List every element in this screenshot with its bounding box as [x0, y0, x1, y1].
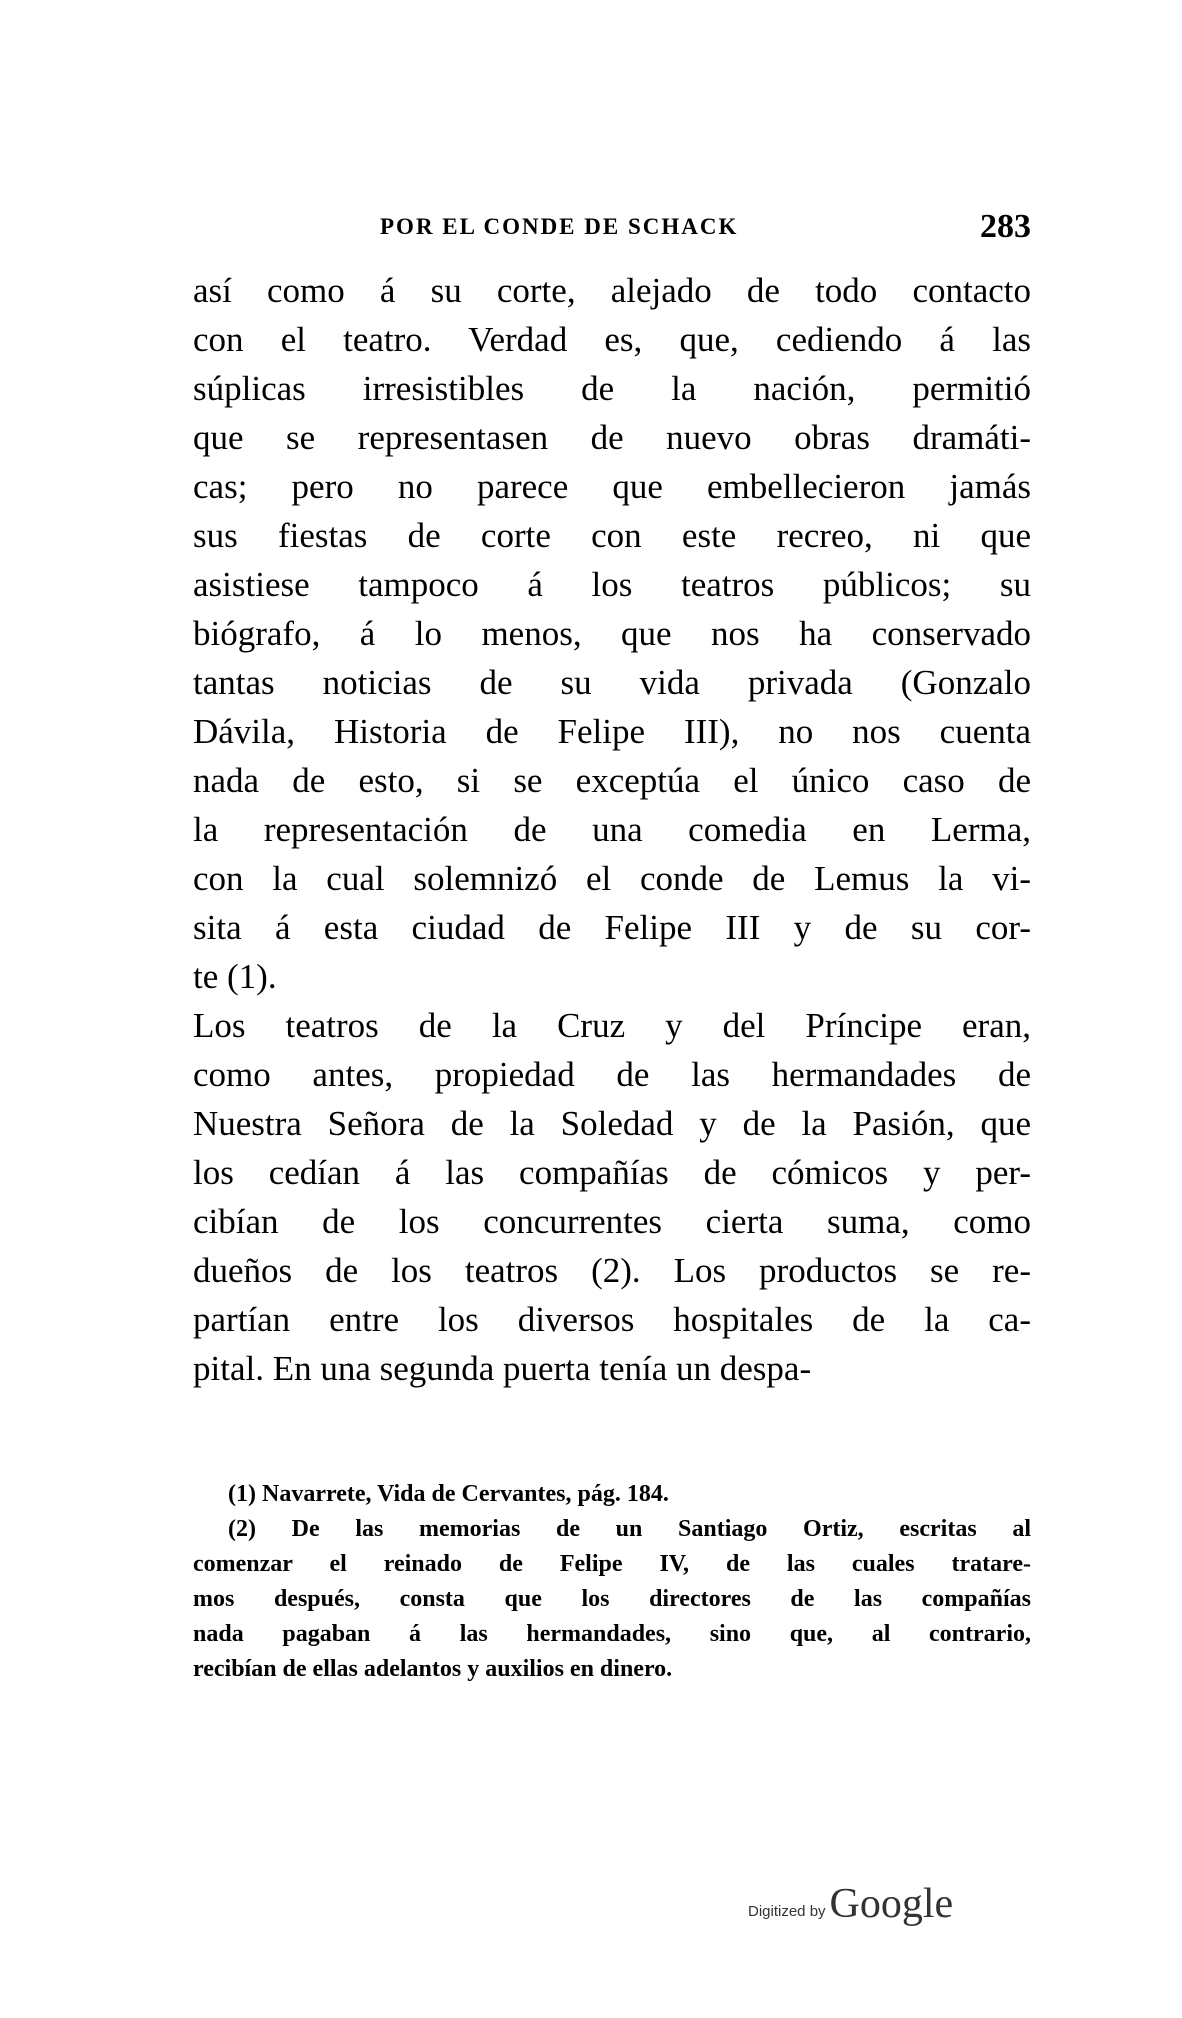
- footnote-line: (1) Navarrete, Vida de Cervantes, pág. 184.: [228, 1481, 669, 1507]
- body-line: cas; pero no parece que embellecieron jamás: [193, 467, 1031, 506]
- running-title: POR EL CONDE DE SCHACK: [380, 214, 739, 239]
- footnote-line: (2) De las memorias de un Santiago Ortiz, escritas al: [228, 1516, 1031, 1542]
- body-text: [193, 266, 1031, 1393]
- footnote-line: nada pagaban á las hermandades, sino que, al contrario,: [193, 1621, 1031, 1647]
- footnote-line: recibían de ellas adelantos y auxilios en dinero.: [193, 1656, 673, 1682]
- body-line: dueños de los teatros (2). Los productos se re-: [193, 1251, 1031, 1290]
- body-line: sita á esta ciudad de Felipe III y de su cor-: [193, 908, 1031, 947]
- body-line: asistiese tampoco á los teatros públicos; su: [193, 565, 1031, 604]
- footnotes: [193, 1477, 1031, 1687]
- watermark-brand: Google: [829, 1881, 954, 1927]
- body-line: súplicas irresistibles de la nación, permitió: [193, 369, 1031, 408]
- body-line: tantas noticias de su vida privada (Gonzalo: [193, 663, 1031, 702]
- body-line: cibían de los concurrentes cierta suma, como: [193, 1202, 1031, 1241]
- body-line: con la cual solemnizó el conde de Lemus la vi-: [193, 859, 1031, 898]
- body-line: la representación de una comedia en Lerma,: [193, 810, 1031, 849]
- page-number: 283: [980, 208, 1031, 245]
- body-line: Nuestra Señora de la Soledad y de la Pasión, que: [193, 1104, 1031, 1143]
- body-line: los cedían á las compañías de cómicos y per-: [193, 1153, 1031, 1192]
- footnote-line: comenzar el reinado de Felipe IV, de las cuales tratare-: [193, 1551, 1031, 1577]
- digitized-by-google-watermark: [748, 1880, 953, 1928]
- body-line: Dávila, Historia de Felipe III), no nos cuenta: [193, 712, 1031, 751]
- body-line: sus fiestas de corte con este recreo, ni que: [193, 516, 1031, 555]
- body-line: pital. En una segunda puerta tenía un despa-: [193, 1349, 812, 1388]
- body-line: biógrafo, á lo menos, que nos ha conservado: [193, 614, 1031, 653]
- body-line: como antes, propiedad de las hermandades de: [193, 1055, 1031, 1094]
- body-line: te (1).: [193, 957, 277, 996]
- body-line: Los teatros de la Cruz y del Príncipe eran,: [193, 1006, 1031, 1045]
- body-line: que se representasen de nuevo obras dramáti-: [193, 418, 1031, 457]
- body-line: partían entre los diversos hospitales de la ca-: [193, 1300, 1031, 1339]
- footnote-line: mos después, consta que los directores de las compañías: [193, 1586, 1031, 1612]
- body-line: con el teatro. Verdad es, que, cediendo á las: [193, 320, 1031, 359]
- watermark-prefix: Digitized by: [748, 1903, 826, 1920]
- running-header: [193, 208, 1031, 252]
- body-line: nada de esto, si se exceptúa el único caso de: [193, 761, 1031, 800]
- body-line: así como á su corte, alejado de todo contacto: [193, 271, 1031, 310]
